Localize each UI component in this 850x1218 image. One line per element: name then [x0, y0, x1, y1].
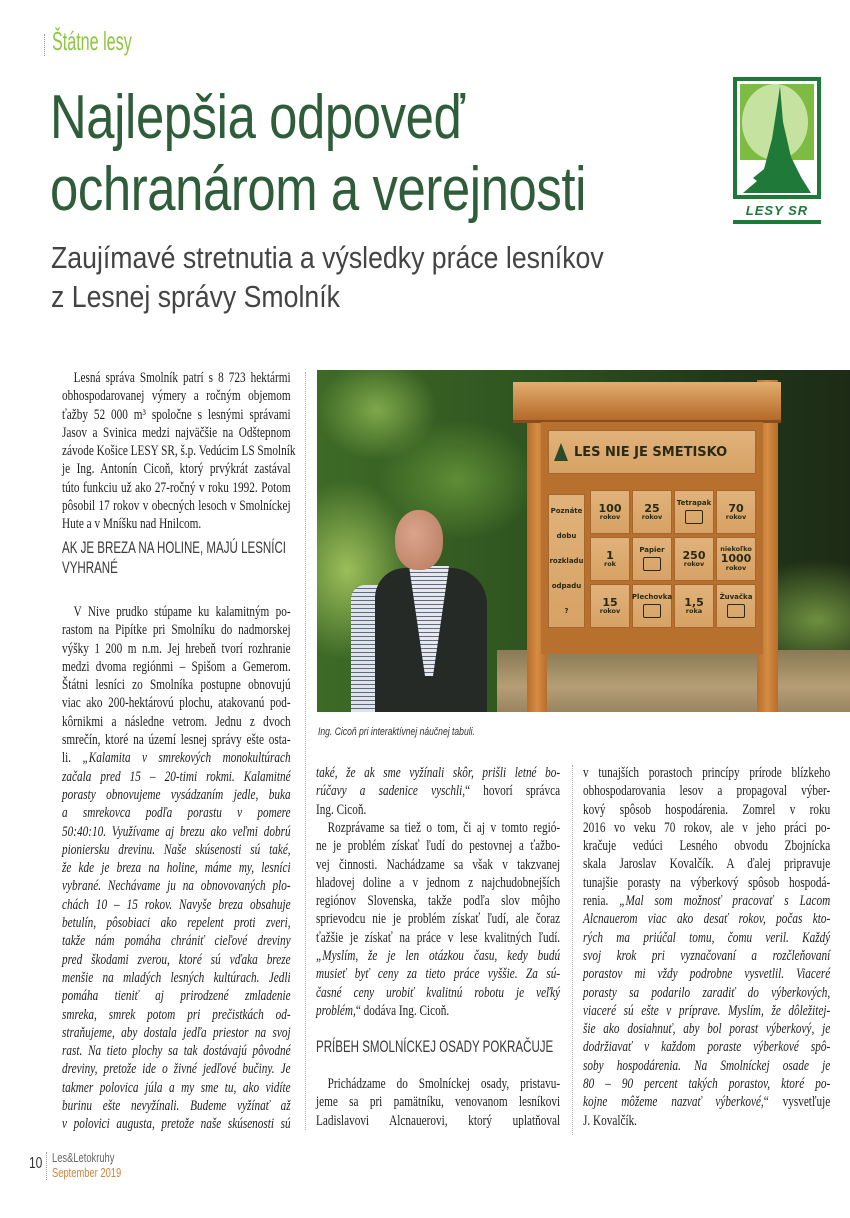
text-line: [62, 1097, 291, 1115]
text-line: [62, 749, 291, 767]
article-photo: [317, 370, 850, 712]
sign-cell-text: rokov: [599, 513, 621, 522]
text-run: V Nive prudko stúpame ku kalamitným po-: [73, 604, 291, 620]
text-line: [583, 984, 830, 1002]
paper-icon: [643, 557, 661, 571]
sign-cell: [716, 537, 756, 581]
text-run: Hute a v Mníšku nad Hnilcom.: [62, 516, 202, 533]
sign-cell: [632, 537, 672, 581]
sign-cell: [632, 490, 672, 534]
quote-run: soby hospodárenia. Na Smolníckej osade je: [583, 1057, 831, 1074]
sign-cell: [674, 490, 714, 534]
sign-cell-text: 100: [598, 501, 622, 515]
sign-cell-label: Papier: [639, 545, 665, 554]
text-line: [62, 640, 291, 658]
sign-logo-icon: [554, 443, 568, 461]
quote-run: dreviny, pretože ide o živné jedľové bučiny. Je: [62, 1061, 291, 1078]
text-line: [583, 1093, 830, 1111]
quote-run: porastov mi vždy podrobne vysvetlil. Viaceré: [583, 966, 831, 983]
paragraph: [316, 764, 560, 819]
text-run: smrečín, ktoré na území lesnej správy ešte osta-: [62, 732, 291, 749]
sign-question-word: rozkladu: [549, 556, 584, 565]
text-line: [62, 387, 291, 405]
man-head: [395, 510, 443, 570]
text-line: [583, 801, 830, 819]
text-run: li.: [62, 750, 83, 767]
text-line: [583, 1075, 830, 1093]
quote-run: „Mal som možnosť pracovať s Lacom: [619, 893, 831, 910]
quote-run: porasty sa podarilo zaradiť do výberkových,: [583, 984, 831, 1001]
text-run: ťažby 52 000 m³ spoločne s lesnými správami: [62, 406, 291, 423]
quote-run: rast. Na tieto plochy sa tak dostávajú pôvodné: [62, 1043, 291, 1060]
text-line: [62, 969, 291, 987]
text-line: [316, 910, 560, 928]
sign-cell-text: rokov: [599, 607, 621, 616]
text-run: kový spôsob hospodárenia. Zomrel v roku: [583, 801, 831, 818]
quote-run: takže nám pomáha chrániť cieľové dreviny: [62, 933, 291, 950]
text-line: [62, 859, 291, 877]
quote-run: pred škodami zverou, ktoré sú vďaka breze: [62, 951, 291, 968]
photo-caption: Ing. Cicoň pri interaktívnej náučnej tabuli.: [318, 726, 475, 738]
tetrapak-icon: [685, 510, 703, 524]
text-line: [583, 782, 830, 800]
quote-run: kojne môžeme nazvať výberkové,: [583, 1094, 764, 1111]
paragraph: [62, 603, 291, 1134]
sign-cell-text: 70: [728, 501, 744, 515]
quote-run: menšie na mladých lesných kultúrach. Jedli: [62, 969, 291, 986]
section-divider: [44, 34, 45, 56]
footer-divider: [46, 1152, 47, 1180]
sign-cell-text: 250: [682, 548, 706, 562]
text-line: [62, 713, 291, 731]
article-title: [50, 82, 586, 226]
sign-cell-text: niekoľko: [720, 545, 752, 554]
text-run: jeme sa pri pamätníku, venovanom lesníkovi: [316, 1094, 561, 1111]
quote-run: straňujeme, aby dostala jedľa priestor na svoj: [62, 1024, 291, 1041]
sign-cell-text: 1000: [720, 552, 752, 566]
text-line: [583, 1112, 830, 1130]
text-line: [583, 965, 830, 983]
text-line: [62, 877, 291, 895]
text-line: [62, 987, 291, 1005]
quote-run: musieť byť ceny za tieto práce vyššie. Za sú-: [316, 966, 561, 983]
text-line: [62, 515, 291, 533]
quote-run: také, že ak sme vyžínali skôr, prišli letné bo-: [316, 765, 561, 781]
sign-question-word: odpadu: [551, 581, 582, 590]
sign-cell-label: Žuvačka: [719, 592, 753, 601]
title-line: Najlepšia odpoveď: [50, 83, 465, 152]
text-run: Ing. Cicoň.: [316, 801, 367, 818]
text-line: [316, 965, 560, 983]
text-line: [62, 932, 291, 950]
text-line: [316, 1002, 560, 1020]
text-line: [62, 658, 291, 676]
quote-run: rúčavy a sadenice vyschli,: [316, 783, 466, 800]
sign-question-word: dobu: [556, 532, 577, 541]
text-line: [316, 892, 560, 910]
text-line: [62, 676, 291, 694]
text-line: [583, 910, 830, 928]
section-heading: [316, 1037, 553, 1057]
text-line: [583, 929, 830, 947]
sign-cell-text: rokov: [725, 563, 747, 572]
quote-run: rých ma priúčal tomu, čomu veril. Každý: [583, 929, 831, 946]
heading-line: AK JE BREZA NA HOLINE, MAJÚ LESNÍCI: [62, 539, 287, 557]
text-run: Lesná správa Smolník patrí s 8 723 hektármi: [73, 370, 291, 386]
text-line: [62, 1024, 291, 1042]
text-run: viac ako 200-hektárovú plochu, atakovanú pod-: [62, 695, 291, 712]
text-line: [62, 804, 291, 822]
paragraph: [62, 369, 296, 534]
text-line: [62, 1079, 291, 1097]
text-run: rastom na Pipítke pri Smolníku do nadmorskej: [62, 622, 291, 639]
sign-question-plank: [548, 494, 585, 628]
text-run: v tunajších porastoch princípy prírode blízkeho: [583, 765, 831, 781]
sign-cell: [674, 584, 714, 628]
text-run: pôsobil 17 rokov v obecných lesoch v Smolníckej: [62, 498, 291, 515]
paragraph: [316, 819, 560, 1020]
text-run: 2016 vo veku 70 rokov, ale v jeho práci po-: [583, 819, 831, 836]
text-line: [62, 479, 291, 497]
text-line: [316, 856, 560, 874]
sign-question-word: Poznáte: [550, 507, 583, 516]
quote-run: začala pred 15 – 20-timi rokmi. Kalamitné: [62, 768, 291, 785]
text-line: [62, 1042, 291, 1060]
quote-run: svoj krok pri vyznačovaní a rozčleňovaní: [583, 947, 831, 964]
quote-run: smreka, smrek potom pri prečistkách od-: [62, 1006, 291, 1023]
sign-cell-label: Plechovka: [631, 592, 673, 601]
heading-line: PRÍBEH SMOLNÍCKEJ OSADY POKRAČUJE: [316, 1038, 554, 1056]
magazine-name: Les&Letokruhy: [52, 1150, 115, 1165]
quote-run: takmer polovica júla a my sme tu, ako vidíte: [62, 1079, 291, 1096]
text-run: obhospodarovanej výmery a ročným objemom: [62, 388, 291, 405]
text-line: [62, 442, 296, 460]
quote-run: burinu ešte nevyžínali. Budeme vyžínať až: [62, 1098, 291, 1115]
text-line: [62, 603, 291, 621]
text-run: Jasov a Svinica medzi najväčšie na Odštepnom: [62, 424, 291, 441]
text-run: výšky 1 200 m n.m. Jej hrebeň tvorí rozhranie: [62, 640, 291, 657]
sign-cell: [590, 490, 630, 534]
subtitle-line: z Lesnej správy Smolník: [51, 279, 340, 314]
paragraph: [316, 1075, 560, 1130]
quote-run: v polovici augusta, pretože naše skúsenosti sú: [62, 1116, 291, 1133]
sign-cell-text: 1,5: [684, 595, 704, 609]
column-divider: [305, 372, 306, 1130]
text-line: [316, 1093, 560, 1111]
text-line: [583, 837, 830, 855]
paragraph: [583, 764, 830, 1130]
text-line: [62, 914, 291, 932]
text-line: [62, 406, 291, 424]
quote-run: 80 – 90 percent takých porastov, ktoré po-: [583, 1076, 831, 1093]
sign-cell-label: Tetrapak: [676, 498, 712, 507]
sign-cell: [674, 537, 714, 581]
text-run: “ vysvetľuje: [763, 1094, 831, 1111]
sign-cell-text: 25: [644, 501, 660, 515]
quote-run: betulín, pôsobiaci ako repelent proti zveri,: [62, 915, 291, 932]
sign-cell-text: rokov: [725, 513, 747, 522]
text-line: [62, 694, 291, 712]
sign-cell-text: rokov: [683, 560, 705, 569]
sign-cell-text: 15: [602, 595, 618, 609]
text-run: sprievodcu nie je problém získať ľudí, ale čoraz: [316, 911, 561, 928]
can-icon: [643, 604, 661, 618]
text-line: [583, 855, 830, 873]
text-line: [316, 929, 560, 947]
text-line: [316, 1075, 560, 1093]
article-subtitle: [51, 238, 604, 316]
column-divider: [572, 765, 573, 1135]
text-run: tunajšie porasty na výberkový spôsob hospodá-: [583, 874, 831, 891]
text-line: [316, 801, 560, 819]
quote-run: že kde je breza na holine, máme my, lesníci: [62, 860, 291, 877]
text-line: [583, 892, 830, 910]
title-line: ochranárom a verejnosti: [50, 155, 586, 224]
sign-cell-text: 1: [606, 548, 614, 562]
text-run: skala Jaroslav Kovalčík. A ďalej pripravuje: [583, 856, 831, 873]
text-line: [583, 764, 830, 782]
text-run: je Ing. Antonín Cicoň, ktorý prvýkrát zastával: [62, 461, 291, 478]
text-line: [316, 819, 560, 837]
quote-run: Alcnauerom viac ako desať rokov, počas kto-: [583, 911, 831, 928]
text-line: [316, 764, 560, 782]
sign-cell: [716, 490, 756, 534]
text-run: renia.: [583, 893, 620, 910]
quote-run: šie ako dosiahnuť, aby bol porast výberkový, je: [583, 1021, 831, 1038]
quote-run: „Kalamita v smrekových monokultúrach: [82, 750, 291, 767]
text-line: [62, 896, 291, 914]
quote-run: a smrekovca podľa porastu v pomere: [62, 805, 291, 822]
quote-run: pomáha tieniť aj prirodzené zmladenie: [62, 988, 291, 1005]
text-run: kračuje vedúci Lesného obvodu Zbojnícka: [583, 838, 831, 855]
text-line: [316, 874, 560, 892]
text-line: [62, 460, 291, 478]
quote-run: dodržiavať v každom poraste výberkové spô-: [583, 1039, 831, 1056]
text-run: obhospodarovania lesov a propagoval výber-: [583, 783, 831, 800]
text-run: ne je problém získať ľudí do pestovnej a ťažbo-: [316, 838, 561, 855]
text-run: ťažšie je získať na práce v lese kvalitných ľudí.: [316, 929, 561, 946]
sign-title-board: [548, 430, 756, 474]
text-line: [583, 819, 830, 837]
text-line: [62, 621, 291, 639]
text-run: “ dodáva Ing. Cicoň.: [355, 1002, 450, 1019]
photo-ground: [497, 650, 850, 712]
text-line: [316, 984, 560, 1002]
quote-run: „Myslím, že je len otázkou času, kedy budú: [316, 948, 561, 965]
text-run: “ hovorí správca: [465, 783, 561, 800]
section-label: Štátne lesy: [52, 26, 132, 56]
text-run: Ladislavovi Alcnauerovi, ktorý uplatňoval: [316, 1112, 561, 1129]
quote-run: časné ceny urobiť kvalitnú robotu je veľký: [316, 984, 561, 1001]
lesy-sr-logo: [733, 77, 821, 227]
quote-run: problém,: [316, 1002, 356, 1019]
quote-run: porasty obnovujeme vysádzaním jedle, buka: [62, 786, 291, 803]
text-run: medzi dvoma regiónmi – Spišom a Gemerom.: [62, 658, 291, 675]
text-run: J. Kovalčík.: [583, 1112, 637, 1129]
section-heading: [62, 538, 286, 578]
sign-cell: [590, 584, 630, 628]
sign-roof: [513, 382, 781, 423]
sign-cell-text: roka: [685, 607, 703, 616]
text-line: [583, 874, 830, 892]
issue-date: September 2019: [52, 1165, 122, 1180]
text-run: Rozprávame sa tiež o tom, či aj v tomto regió-: [327, 820, 561, 836]
subtitle-line: Zaujímavé stretnutia a výsledky práce lesníkov: [51, 240, 604, 275]
text-run: závode Košice LESY SR, š.p. Vedúcim LS Smolník: [62, 443, 296, 460]
text-line: [316, 782, 560, 800]
quote-run: 50:40:10. Využívame aj brezu ako veľmi dobrú: [62, 823, 291, 840]
text-line: [62, 1006, 291, 1024]
sign-title: LES NIE JE SMETISKO: [574, 444, 728, 460]
text-run: Prichádzame do Smolníckej osady, pristavu-: [327, 1076, 561, 1092]
text-run: vej činnosti. Nachádzame sa však v takzvanej: [316, 856, 561, 873]
sign-cell-text: rok: [604, 560, 616, 569]
chewing-gum-icon: [727, 604, 745, 618]
text-line: [583, 947, 830, 965]
text-line: [583, 1002, 830, 1020]
sign-cell: [632, 584, 672, 628]
text-line: [62, 731, 291, 749]
text-line: [62, 951, 291, 969]
text-line: [62, 1115, 291, 1133]
text-run: Štátni lesníci zo Smolníka postupne obnovujú: [62, 677, 291, 694]
sign-cell: [590, 537, 630, 581]
text-run: hladovej doline a v jednom z najchudobnejších: [316, 874, 561, 891]
sign-cell: [716, 584, 756, 628]
text-line: [62, 369, 291, 387]
page-number: 10: [29, 1155, 43, 1172]
text-line: [316, 947, 560, 965]
sign-cell-text: rokov: [641, 513, 663, 522]
text-line: [62, 768, 291, 786]
text-run: túto funkciu už ako 27-ročný v roku 1992. Potom: [62, 479, 291, 496]
text-run: regiónov Slovenska, takže podľa slov môjho: [316, 893, 561, 910]
text-line: [62, 1060, 291, 1078]
text-line: [62, 823, 291, 841]
logo-text: LESY SR: [745, 203, 809, 218]
text-line: [316, 837, 560, 855]
text-line: [583, 1038, 830, 1056]
text-line: [583, 1057, 830, 1075]
text-line: [62, 841, 291, 859]
text-line: [62, 497, 291, 515]
quote-run: vybrané. Nechávame ju na obnovovaných plo-: [62, 878, 291, 895]
heading-line: VYHRANÉ: [62, 559, 118, 577]
sign-question-word: ?: [564, 606, 569, 615]
text-line: [62, 786, 291, 804]
text-line: [316, 1112, 560, 1130]
text-run: kôrnikmi a následne vetrom. Jednu z dvoch: [62, 713, 291, 730]
quote-run: pioniersku drevinu. Naše skúsenosti sú také,: [62, 841, 291, 858]
text-line: [62, 424, 291, 442]
quote-run: viaceré sú ešte v príprave. Myslím, že dôležitej-: [583, 1002, 831, 1019]
quote-run: chách 10 – 15 rokov. Navyše breza obsahuje: [62, 896, 291, 913]
text-line: [583, 1020, 830, 1038]
